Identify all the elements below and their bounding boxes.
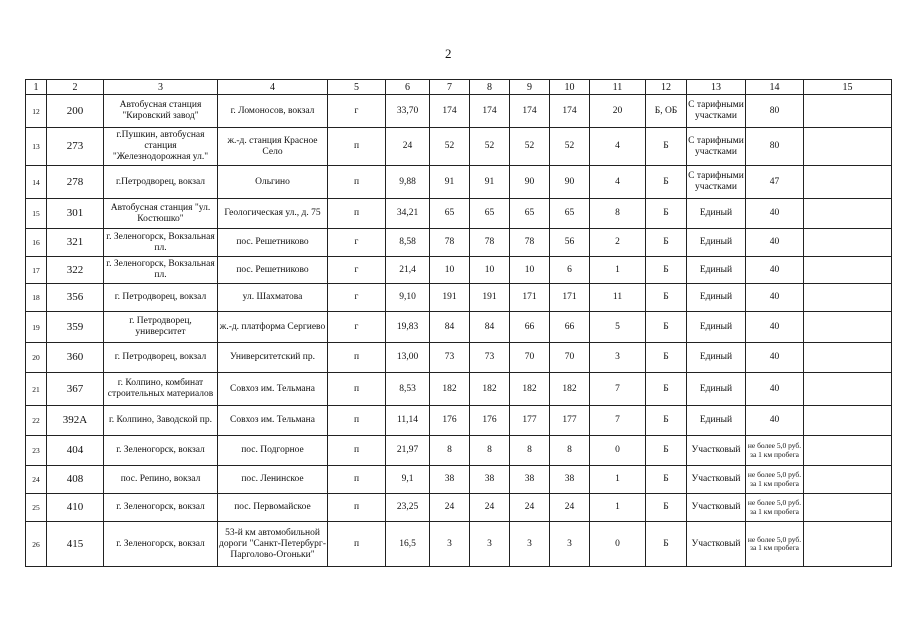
table-cell (804, 436, 892, 466)
table-cell: 404 (47, 436, 104, 466)
table-cell: 40 (746, 229, 804, 257)
table-cell: 171 (550, 284, 590, 312)
table-row (26, 406, 892, 436)
table-cell: Автобусная станция "ул. Костюшко" (104, 199, 218, 229)
table-cell: Б (646, 229, 687, 257)
table-cell: 1 (590, 494, 646, 522)
table-cell: г. Петродворец, университет (104, 312, 218, 343)
header-cell: 1 (26, 80, 47, 95)
table-cell: пос. Ленинское (218, 466, 328, 494)
table-cell: 13 (26, 128, 47, 166)
table-cell: Ольгино (218, 166, 328, 199)
table-cell: 5 (590, 312, 646, 343)
table-cell: 24 (430, 494, 470, 522)
table-cell: С тарифными участками (687, 128, 746, 166)
table-cell: 56 (550, 229, 590, 257)
table-cell: 9,10 (386, 284, 430, 312)
table-cell: Совхоз им. Тельмана (218, 373, 328, 406)
table-cell: пос. Репино, вокзал (104, 466, 218, 494)
table-cell: 176 (430, 406, 470, 436)
table-cell: 177 (550, 406, 590, 436)
table-cell: г. Колпино, комбинат строительных материалов (104, 373, 218, 406)
table-cell: п (328, 343, 386, 373)
table-cell: пос. Решетниково (218, 229, 328, 257)
table-cell: 3 (430, 522, 470, 567)
table-cell: Участковый (687, 466, 746, 494)
table-cell: Единый (687, 312, 746, 343)
table-cell: Б (646, 199, 687, 229)
table-cell: 21,4 (386, 257, 430, 284)
table-cell: 10 (430, 257, 470, 284)
table-cell: 38 (550, 466, 590, 494)
table-cell: 415 (47, 522, 104, 567)
table-cell: 10 (470, 257, 510, 284)
table-cell: 8 (470, 436, 510, 466)
table-cell: Б (646, 494, 687, 522)
table-cell: 65 (510, 199, 550, 229)
table-cell (804, 466, 892, 494)
table-cell: 24 (550, 494, 590, 522)
table-cell: Б (646, 436, 687, 466)
table-cell: п (328, 406, 386, 436)
header-cell: 3 (104, 80, 218, 95)
table-cell: Единый (687, 284, 746, 312)
table-cell: п (328, 199, 386, 229)
table-cell: 14 (26, 166, 47, 199)
table-cell: Единый (687, 229, 746, 257)
table-row (26, 128, 892, 166)
table-cell: 8 (550, 436, 590, 466)
table-cell: 3 (510, 522, 550, 567)
table-cell: 38 (510, 466, 550, 494)
table-cell: не более 5,0 руб. за 1 км пробега (746, 522, 804, 567)
header-cell: 9 (510, 80, 550, 95)
table-cell: 191 (430, 284, 470, 312)
table-cell: пос. Подгорное (218, 436, 328, 466)
table-row (26, 522, 892, 567)
table-cell: 70 (550, 343, 590, 373)
table-cell: п (328, 436, 386, 466)
table-cell: пос. Решетниково (218, 257, 328, 284)
table-cell: 182 (430, 373, 470, 406)
table-cell: 26 (26, 522, 47, 567)
table-cell: 20 (26, 343, 47, 373)
table-cell (804, 373, 892, 406)
table-row (26, 312, 892, 343)
table-cell: 52 (470, 128, 510, 166)
table-cell (804, 229, 892, 257)
table-cell: 273 (47, 128, 104, 166)
table-cell: Б (646, 522, 687, 567)
table-cell: п (328, 466, 386, 494)
table-cell (804, 406, 892, 436)
table-cell: Участковый (687, 494, 746, 522)
table-cell: 176 (470, 406, 510, 436)
table-cell: 19,83 (386, 312, 430, 343)
header-cell: 4 (218, 80, 328, 95)
table-cell: 13,00 (386, 343, 430, 373)
table-cell: 91 (470, 166, 510, 199)
table-cell: 73 (430, 343, 470, 373)
table-cell: 23 (26, 436, 47, 466)
table-cell: 66 (550, 312, 590, 343)
table-cell: Университетский пр. (218, 343, 328, 373)
table-row (26, 95, 892, 128)
header-cell: 8 (470, 80, 510, 95)
table-row (26, 166, 892, 199)
table-cell: 40 (746, 199, 804, 229)
table-row (26, 257, 892, 284)
table-cell: 8 (590, 199, 646, 229)
table-row (26, 199, 892, 229)
table-cell: г. Зеленогорск, вокзал (104, 522, 218, 567)
table-body (26, 95, 892, 567)
table-cell: 182 (510, 373, 550, 406)
table-cell: 301 (47, 199, 104, 229)
table-cell: 4 (590, 166, 646, 199)
table-cell: 6 (550, 257, 590, 284)
table-cell: г (328, 95, 386, 128)
table-cell (804, 312, 892, 343)
header-cell: 2 (47, 80, 104, 95)
table-cell (804, 343, 892, 373)
table-cell: 70 (510, 343, 550, 373)
table-cell: 40 (746, 257, 804, 284)
table-cell: 8 (510, 436, 550, 466)
header-cell: 10 (550, 80, 590, 95)
table-cell (804, 257, 892, 284)
table-cell: 22 (26, 406, 47, 436)
table-cell: 19 (26, 312, 47, 343)
table-cell: 0 (590, 522, 646, 567)
table-cell: ж.-д. платформа Сергиево (218, 312, 328, 343)
table-cell: 24 (470, 494, 510, 522)
table-cell: 1 (590, 466, 646, 494)
table-cell: Единый (687, 257, 746, 284)
header-cell: 7 (430, 80, 470, 95)
table-cell: 84 (430, 312, 470, 343)
table-cell: 78 (510, 229, 550, 257)
table-cell: г.Пушкин, автобусная станция "Железнодорожная ул." (104, 128, 218, 166)
table-cell: 34,21 (386, 199, 430, 229)
table-cell: 40 (746, 343, 804, 373)
table-cell: 24 (510, 494, 550, 522)
table-cell: 3 (550, 522, 590, 567)
table-cell: 174 (550, 95, 590, 128)
table-cell: п (328, 494, 386, 522)
table-cell: 3 (470, 522, 510, 567)
table-cell: 0 (590, 436, 646, 466)
table-cell: 4 (590, 128, 646, 166)
table-cell: г. Колпино, Заводской пр. (104, 406, 218, 436)
table-cell: Б (646, 466, 687, 494)
table-cell: 40 (746, 373, 804, 406)
table-cell: Участковый (687, 436, 746, 466)
table-cell: Единый (687, 373, 746, 406)
table-cell: пос. Первомайское (218, 494, 328, 522)
table-cell: 410 (47, 494, 104, 522)
table-cell: Б (646, 166, 687, 199)
table-cell: Б (646, 257, 687, 284)
table-cell: 3 (590, 343, 646, 373)
table-cell: 21,97 (386, 436, 430, 466)
table-cell: 321 (47, 229, 104, 257)
table-cell (804, 494, 892, 522)
table-cell: Геологическая ул., д. 75 (218, 199, 328, 229)
table-cell: 10 (510, 257, 550, 284)
table-cell (804, 522, 892, 567)
table-cell: Б (646, 406, 687, 436)
table-cell: 278 (47, 166, 104, 199)
table-cell: г. Петродворец, вокзал (104, 343, 218, 373)
table-cell (804, 95, 892, 128)
header-cell: 11 (590, 80, 646, 95)
table-cell: 408 (47, 466, 104, 494)
table-cell: 65 (470, 199, 510, 229)
table-cell: Б, ОБ (646, 95, 687, 128)
table-cell: ж.-д. станция Красное Село (218, 128, 328, 166)
table-cell: 9,88 (386, 166, 430, 199)
table-cell: 8,58 (386, 229, 430, 257)
table-cell: 90 (550, 166, 590, 199)
table-cell: г. Зеленогорск, вокзал (104, 436, 218, 466)
table-row (26, 343, 892, 373)
table-cell: г. Ломоносов, вокзал (218, 95, 328, 128)
table-cell: 66 (510, 312, 550, 343)
table-cell: 174 (430, 95, 470, 128)
table-cell: 52 (430, 128, 470, 166)
header-cell: 6 (386, 80, 430, 95)
table-cell: 367 (47, 373, 104, 406)
table-cell: 40 (746, 284, 804, 312)
table-cell: 80 (746, 128, 804, 166)
table-cell (804, 199, 892, 229)
table-cell: г. Зеленогорск, Вокзальная пл. (104, 257, 218, 284)
table-cell: 392А (47, 406, 104, 436)
table-cell: 25 (26, 494, 47, 522)
table-cell: 174 (470, 95, 510, 128)
table-cell: 73 (470, 343, 510, 373)
table-cell: 17 (26, 257, 47, 284)
table-cell: Б (646, 373, 687, 406)
table-cell: г (328, 312, 386, 343)
table-cell: 15 (26, 199, 47, 229)
table-row (26, 436, 892, 466)
table-cell: 11,14 (386, 406, 430, 436)
table-cell: 38 (470, 466, 510, 494)
table-cell: п (328, 128, 386, 166)
table-cell: 52 (550, 128, 590, 166)
table-cell: не более 5,0 руб. за 1 км пробега (746, 436, 804, 466)
table-cell: Единый (687, 199, 746, 229)
table-cell: 200 (47, 95, 104, 128)
table-cell: 1 (590, 257, 646, 284)
table-cell: 11 (590, 284, 646, 312)
table-cell: 23,25 (386, 494, 430, 522)
header-cell: 15 (804, 80, 892, 95)
table-cell: 191 (470, 284, 510, 312)
table-cell: 7 (590, 406, 646, 436)
table-row (26, 373, 892, 406)
table-cell: 182 (550, 373, 590, 406)
table-cell: г. Зеленогорск, вокзал (104, 494, 218, 522)
table-cell: 24 (386, 128, 430, 166)
table-row (26, 466, 892, 494)
table-cell: Б (646, 284, 687, 312)
table-cell: 356 (47, 284, 104, 312)
table-cell: 8,53 (386, 373, 430, 406)
table-cell: 78 (470, 229, 510, 257)
table-cell: С тарифными участками (687, 166, 746, 199)
table-cell: 24 (26, 466, 47, 494)
table-cell: 18 (26, 284, 47, 312)
table-cell: п (328, 522, 386, 567)
table-cell: 90 (510, 166, 550, 199)
table-cell: 7 (590, 373, 646, 406)
table-cell: 91 (430, 166, 470, 199)
table-cell: 40 (746, 312, 804, 343)
header-cell: 14 (746, 80, 804, 95)
table-cell: Б (646, 128, 687, 166)
header-row (26, 80, 892, 95)
table-cell: Б (646, 312, 687, 343)
table-cell: 171 (510, 284, 550, 312)
table-cell: 52 (510, 128, 550, 166)
table-cell: г (328, 229, 386, 257)
table-cell: 65 (550, 199, 590, 229)
table-cell (804, 166, 892, 199)
header-cell: 13 (687, 80, 746, 95)
table-cell: 359 (47, 312, 104, 343)
table-cell: г (328, 284, 386, 312)
table-cell: 47 (746, 166, 804, 199)
table-row (26, 229, 892, 257)
table-cell: 2 (590, 229, 646, 257)
table-cell: 322 (47, 257, 104, 284)
page-number: 2 (445, 46, 452, 61)
table-cell: 78 (430, 229, 470, 257)
table-cell: 80 (746, 95, 804, 128)
table-cell: 20 (590, 95, 646, 128)
routes-table (25, 79, 892, 567)
header-cell: 12 (646, 80, 687, 95)
table-cell: Единый (687, 343, 746, 373)
table-cell: г.Петродворец, вокзал (104, 166, 218, 199)
table-cell: 21 (26, 373, 47, 406)
table-row (26, 494, 892, 522)
table-cell: Б (646, 343, 687, 373)
table-cell: 84 (470, 312, 510, 343)
table-cell: Участковый (687, 522, 746, 567)
table-cell: п (328, 166, 386, 199)
table-cell: 360 (47, 343, 104, 373)
table-row (26, 284, 892, 312)
table-cell: п (328, 373, 386, 406)
table-cell: г. Петродворец, вокзал (104, 284, 218, 312)
table-cell: 9,1 (386, 466, 430, 494)
table-cell: С тарифными участками (687, 95, 746, 128)
table-cell: 53-й км автомобильной дороги "Санкт-Петербург-Парголово-Огоньки" (218, 522, 328, 567)
table-cell: 174 (510, 95, 550, 128)
table-cell: 8 (430, 436, 470, 466)
table-cell: ул. Шахматова (218, 284, 328, 312)
table-cell: не более 5,0 руб. за 1 км пробега (746, 494, 804, 522)
table-cell: 16 (26, 229, 47, 257)
table-cell: г. Зеленогорск, Вокзальная пл. (104, 229, 218, 257)
table-cell: 38 (430, 466, 470, 494)
table-cell: 16,5 (386, 522, 430, 567)
header-cell: 5 (328, 80, 386, 95)
table-cell: 177 (510, 406, 550, 436)
table-cell: 12 (26, 95, 47, 128)
table-cell (804, 128, 892, 166)
table-cell (804, 284, 892, 312)
table-cell: Единый (687, 406, 746, 436)
table-cell: Совхоз им. Тельмана (218, 406, 328, 436)
table-cell: 33,70 (386, 95, 430, 128)
table-cell: не более 5,0 руб. за 1 км пробега (746, 466, 804, 494)
table-cell: 40 (746, 406, 804, 436)
table-cell: г (328, 257, 386, 284)
table-cell: 65 (430, 199, 470, 229)
table-cell: Автобусная станция "Кировский завод" (104, 95, 218, 128)
table-cell: 182 (470, 373, 510, 406)
